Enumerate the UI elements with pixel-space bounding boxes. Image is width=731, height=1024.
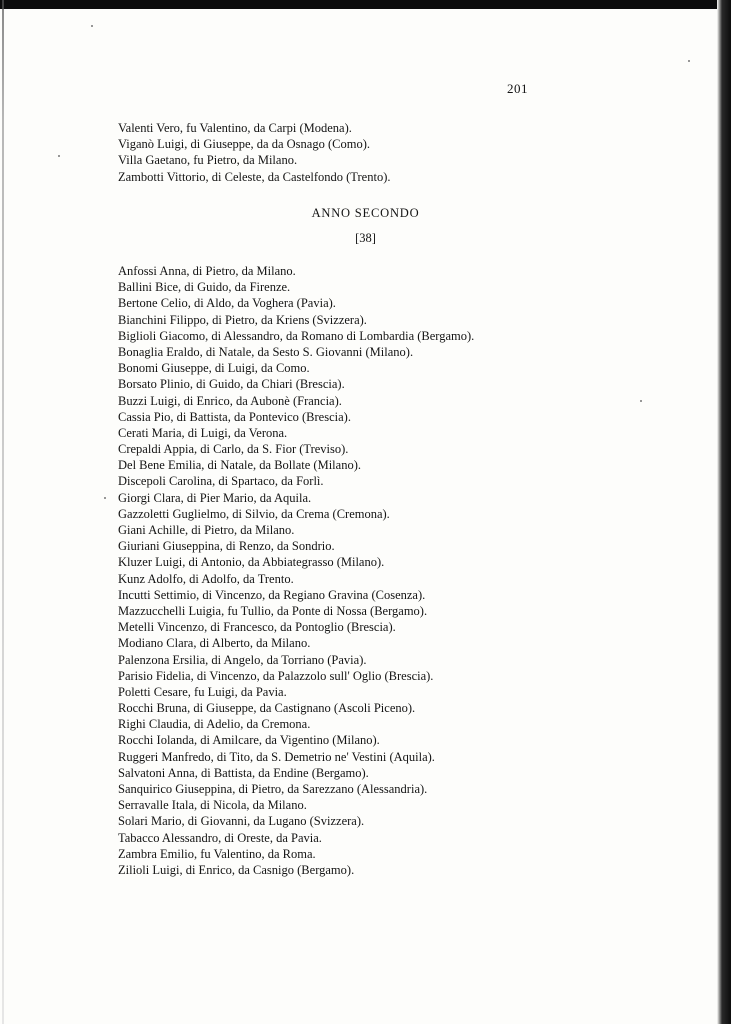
list-item: Modiano Clara, di Alberto, da Milano.: [118, 636, 311, 651]
list-item: Palenzona Ersilia, di Angelo, da Torriano (Pavia).: [118, 652, 367, 667]
page-number: 201: [507, 81, 528, 96]
list-item: Viganò Luigi, di Giuseppe, da da Osnago (Como).: [118, 137, 370, 152]
list-item: Rocchi Iolanda, di Amilcare, da Vigentino (Milano).: [118, 733, 380, 748]
scan-speck: [58, 155, 60, 157]
list-item: Villa Gaetano, fu Pietro, da Milano.: [118, 153, 298, 168]
list-item: Zilioli Luigi, di Enrico, da Casnigo (Bergamo).: [118, 862, 355, 877]
list-item: Bonomi Giuseppe, di Luigi, da Como.: [118, 361, 310, 376]
list-item: Bertone Celio, di Aldo, da Voghera (Pavia).: [118, 296, 336, 311]
list-item: Serravalle Itala, di Nicola, da Milano.: [118, 798, 307, 813]
list-item: Cerati Maria, di Luigi, da Verona.: [118, 425, 288, 440]
scan-border-top: [0, 0, 731, 9]
list-item: Sanquirico Giuseppina, di Pietro, da Sarezzano (Alessandria).: [118, 782, 428, 796]
list-item: Borsato Plinio, di Guido, da Chiari (Brescia).: [118, 377, 345, 392]
section-number-row: [0, 231, 731, 246]
scan-speck: [91, 25, 93, 27]
scan-speck: [104, 497, 106, 499]
list-item: Giuriani Giuseppina, di Renzo, da Sondrio.: [118, 539, 335, 554]
list-item: Incutti Settimio, di Vincenzo, da Regiano Gravina (Cosenza).: [118, 587, 426, 602]
list-item: Gazzoletti Guglielmo, di Silvio, da Crema (Cremona).: [118, 506, 390, 521]
list-item: Mazzucchelli Luigia, fu Tullio, da Ponte di Nossa (Bergamo).: [118, 603, 428, 618]
student-list: [118, 263, 474, 878]
list-item: Righi Claudia, di Adelio, da Cremona.: [118, 717, 311, 732]
scan-speck: [688, 60, 690, 62]
section-heading: [0, 206, 731, 221]
section-title: ANNO SECONDO: [311, 206, 420, 220]
list-item: Zambra Emilio, fu Valentino, da Roma.: [118, 846, 316, 861]
list-item: Del Bene Emilia, di Natale, da Bollate (Milano).: [118, 458, 361, 473]
section-number: [38]: [355, 231, 376, 245]
list-item: Bonaglia Eraldo, di Natale, da Sesto S. Giovanni (Milano).: [118, 344, 414, 359]
list-item: Metelli Vincenzo, di Francesco, da Pontoglio (Brescia).: [118, 620, 396, 635]
scan-border-left: [2, 0, 4, 1024]
list-item: Cassia Pio, di Battista, da Pontevico (Brescia).: [118, 409, 351, 424]
list-item: Solari Mario, di Giovanni, da Lugano (Svizzera).: [118, 814, 365, 829]
list-item: Rocchi Bruna, di Giuseppe, da Castignano (Ascoli Piceno).: [118, 701, 416, 716]
previous-year-list: [118, 120, 390, 185]
scan-border-right: [717, 0, 731, 1024]
list-item: Anfossi Anna, di Pietro, da Milano.: [118, 264, 296, 278]
list-item: Ruggeri Manfredo, di Tito, da S. Demetrio ne' Vestini (Aquila).: [118, 749, 435, 764]
list-item: Zambotti Vittorio, di Celeste, da Castelfondo (Trento).: [118, 169, 391, 184]
scan-speck: [640, 400, 642, 402]
list-item: Poletti Cesare, fu Luigi, da Pavia.: [118, 684, 287, 699]
list-item: Salvatoni Anna, di Battista, da Endine (Bergamo).: [118, 765, 369, 780]
list-item: Crepaldi Appia, di Carlo, da S. Fior (Treviso).: [118, 442, 349, 457]
list-item: Discepoli Carolina, di Spartaco, da Forlì.: [118, 474, 324, 489]
list-item: Valenti Vero, fu Valentino, da Carpi (Modena).: [118, 121, 352, 135]
list-item: Biglioli Giacomo, di Alessandro, da Romano di Lombardia (Bergamo).: [118, 328, 475, 343]
list-item: Ballini Bice, di Guido, da Firenze.: [118, 280, 291, 295]
list-item: Buzzi Luigi, di Enrico, da Aubonè (Francia).: [118, 393, 342, 408]
list-item: Kunz Adolfo, di Adolfo, da Trento.: [118, 571, 294, 586]
list-item: Tabacco Alessandro, di Oreste, da Pavia.: [118, 830, 322, 845]
list-item: Bianchini Filippo, di Pietro, da Kriens (Svizzera).: [118, 312, 367, 327]
list-item: Giani Achille, di Pietro, da Milano.: [118, 523, 295, 537]
list-item: Giorgi Clara, di Pier Mario, da Aquila.: [118, 490, 312, 505]
list-item: Parisio Fidelia, di Vincenzo, da Palazzolo sull' Oglio (Brescia).: [118, 668, 434, 683]
list-item: Kluzer Luigi, di Antonio, da Abbiategrasso (Milano).: [118, 555, 385, 570]
